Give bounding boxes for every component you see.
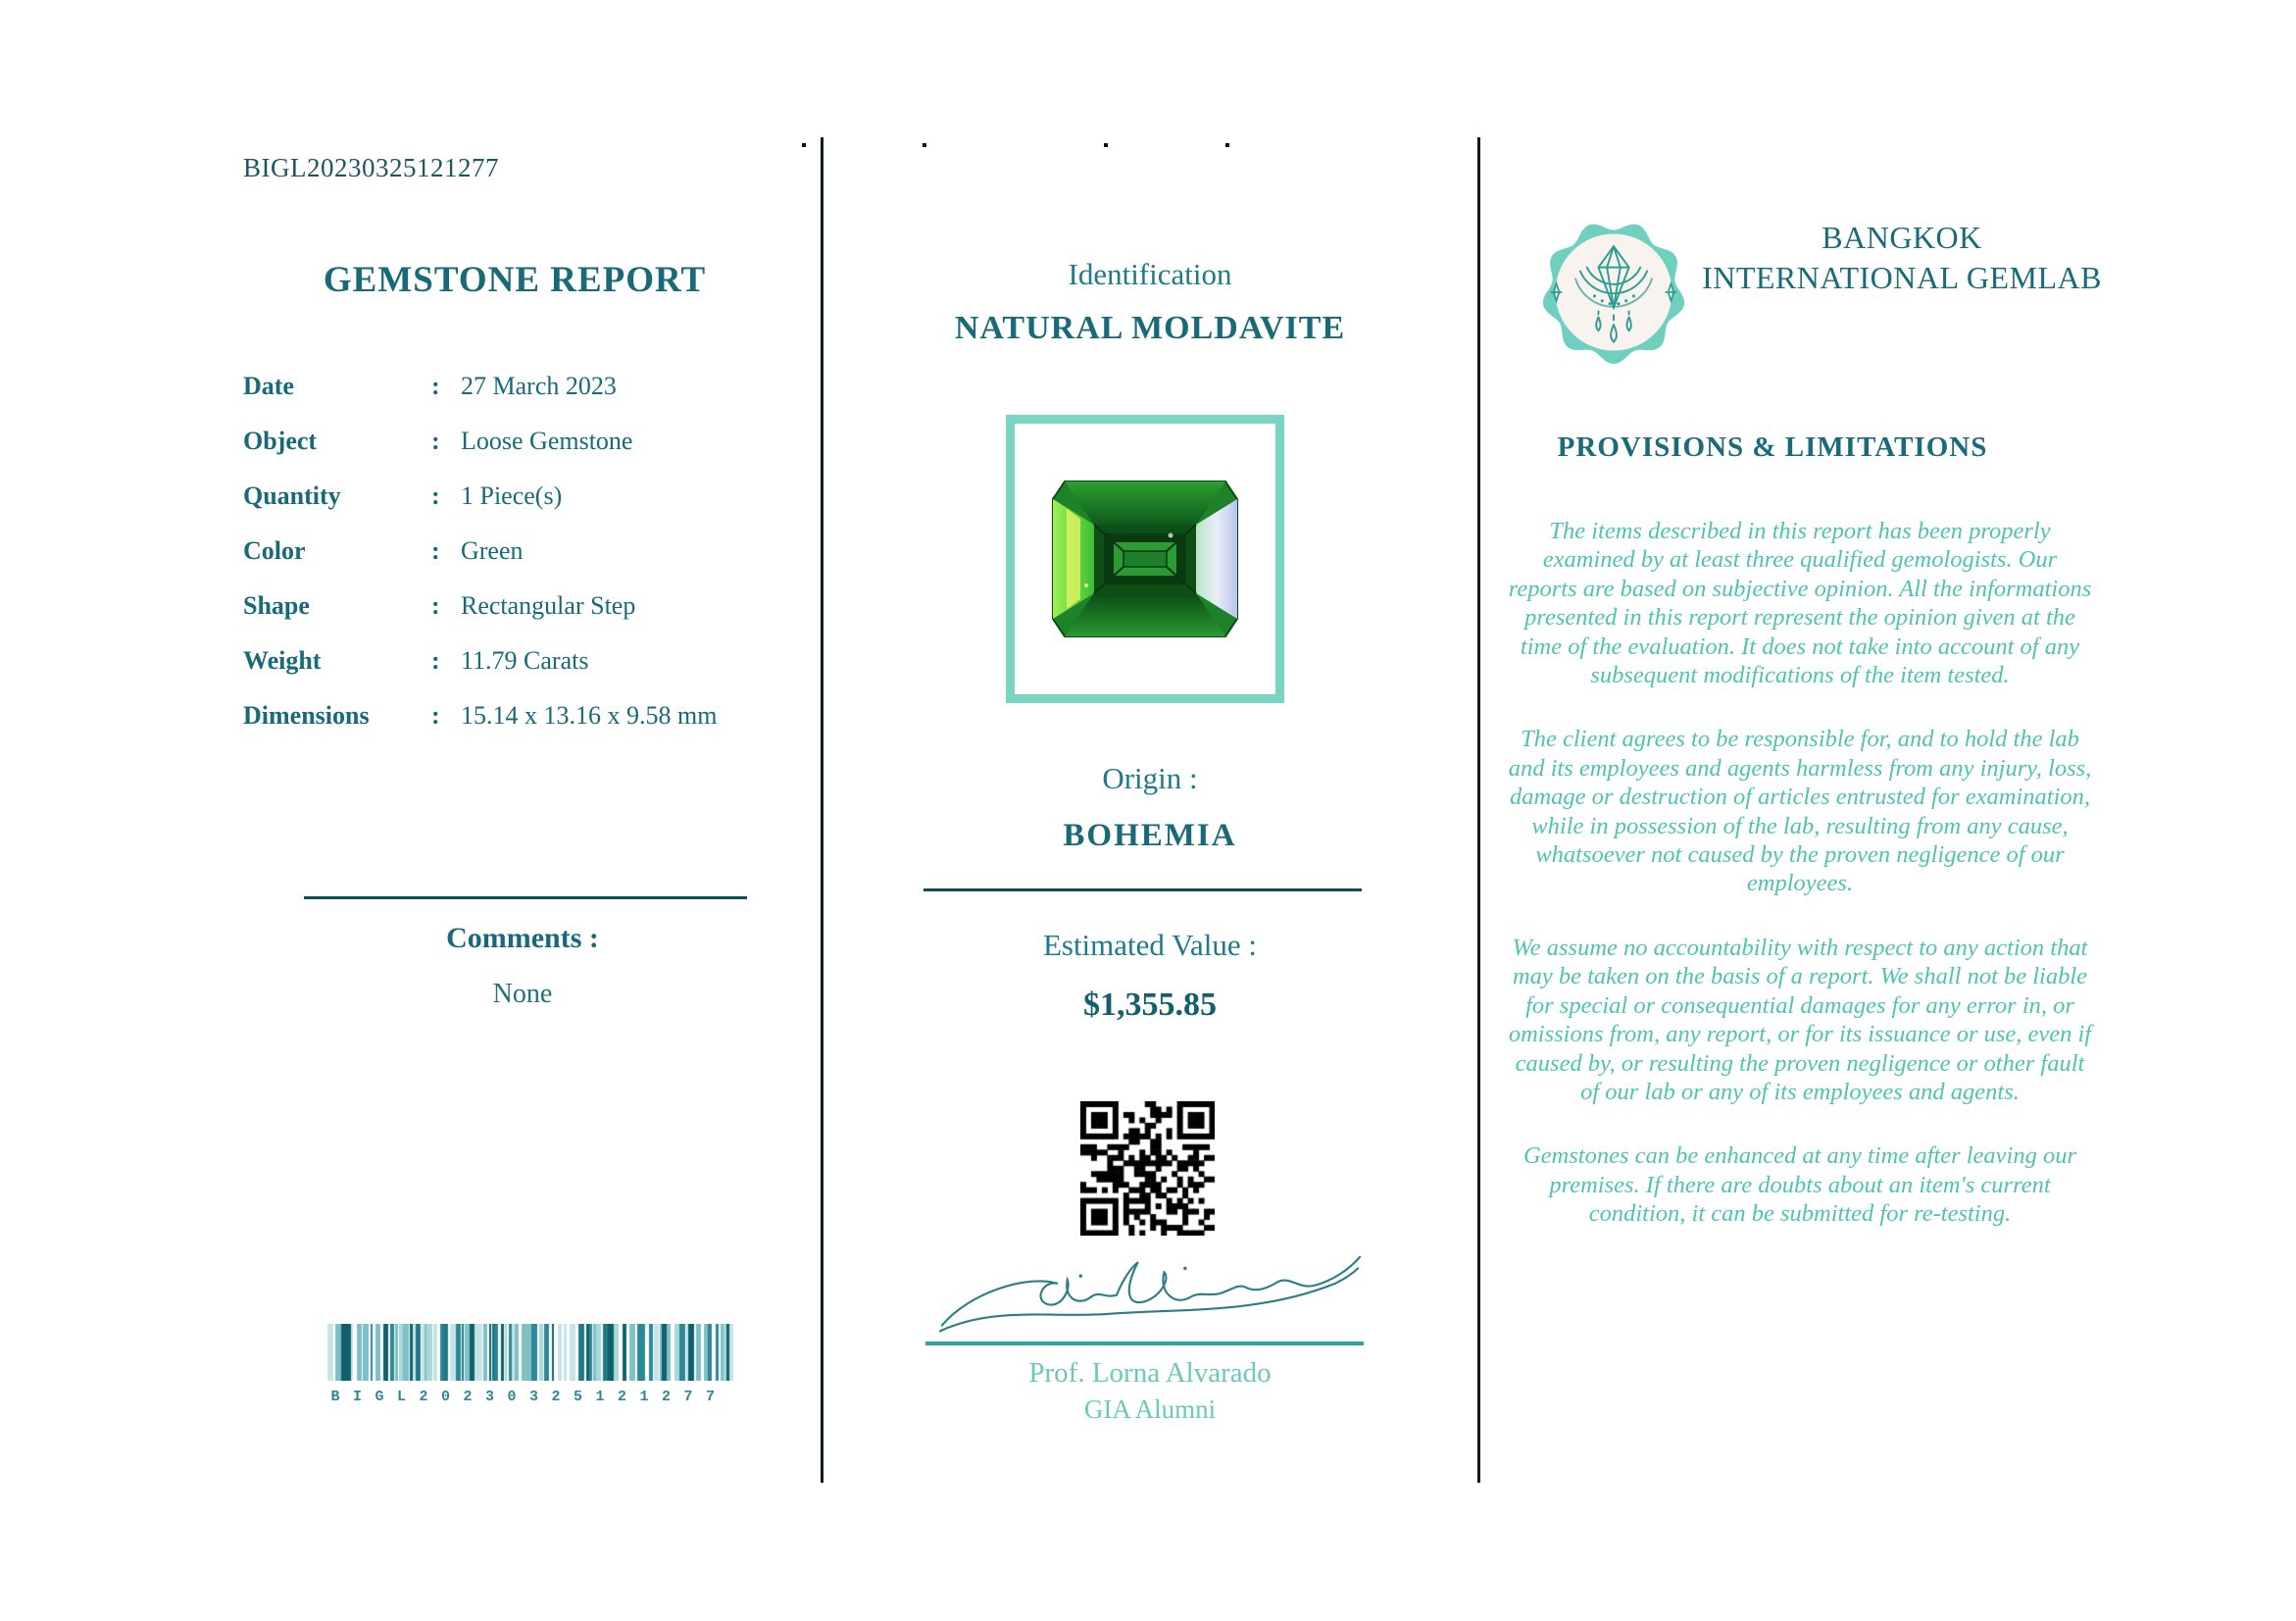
fold-mark-dot <box>923 143 926 147</box>
field-label: Weight <box>243 646 322 675</box>
field-row-shape <box>243 590 780 622</box>
gem-photo-frame <box>1006 415 1284 703</box>
qr-code-image <box>1080 1101 1215 1236</box>
gem-badge-icon <box>1537 212 1690 373</box>
field-row-object <box>243 426 780 457</box>
provision-paragraph: Gemstones can be enhanced at any time after leaving our premises. If there are doubts about an item's current condition, it can be submitted for re-testing. <box>1522 1142 2077 1228</box>
field-colon: : <box>431 536 440 565</box>
lab-logo <box>1537 212 1690 378</box>
field-row-dimensions <box>243 700 780 732</box>
barcode-text: BIGL20230325121277 <box>330 1389 728 1405</box>
field-label: Dimensions <box>243 701 370 730</box>
field-label: Color <box>243 536 306 565</box>
field-label: Date <box>243 372 294 400</box>
column-divider-right <box>1477 137 1480 1483</box>
lab-name: BANGKOK INTERNATIONAL GEMLAB <box>1702 220 2102 295</box>
provision-paragraph: We assume no accountability with respect to any action that may be taken on the basis of a report. We shall not be liable for special or consequential damages for any error in, or omissions from, any report, or for its issuance or use, even if caused by, or resulting the proven negligence or other fault of our lab or any of its employees and agents. <box>1508 934 2092 1105</box>
signatory-name: Prof. Lorna Alvarado <box>1028 1357 1272 1389</box>
field-label: Quantity <box>243 481 341 510</box>
identification-label: Identification <box>1068 257 1232 291</box>
column-divider-left <box>821 137 824 1483</box>
barcode <box>325 1324 733 1405</box>
field-colon: : <box>431 427 440 455</box>
fold-mark-dot <box>1225 143 1229 147</box>
comments-divider-line <box>304 896 747 899</box>
signature-handwriting <box>929 1251 1371 1342</box>
provisions-paragraphs <box>1508 517 2092 1264</box>
field-row-weight <box>243 645 780 677</box>
field-label: Shape <box>243 591 310 620</box>
signature-line <box>925 1342 1364 1345</box>
field-value: 11.79 Carats <box>461 646 589 675</box>
field-row-color <box>243 535 780 567</box>
field-value: Rectangular Step <box>461 591 636 620</box>
field-value: 1 Piece(s) <box>461 481 563 510</box>
barcode-bars <box>325 1324 733 1381</box>
field-colon: : <box>431 646 440 675</box>
field-value: Loose Gemstone <box>461 427 633 455</box>
comments-value: None <box>492 979 553 1009</box>
estimated-value-amount: $1,355.85 <box>1083 987 1217 1023</box>
field-value: 27 March 2023 <box>461 372 617 400</box>
field-colon: : <box>431 701 440 730</box>
field-value: 15.14 x 13.16 x 9.58 mm <box>461 701 718 730</box>
origin-value-divider-line <box>923 888 1362 891</box>
qr-code <box>1080 1101 1215 1241</box>
field-colon: : <box>431 372 440 400</box>
field-colon: : <box>431 481 440 510</box>
origin-label: Origin : <box>1102 761 1198 795</box>
origin-value: BOHEMIA <box>1063 818 1237 853</box>
field-label: Object <box>243 427 318 455</box>
estimated-value-label: Estimated Value : <box>1042 928 1258 962</box>
field-colon: : <box>431 591 440 620</box>
gemstone-fields <box>243 371 780 755</box>
signature <box>929 1251 1371 1346</box>
identification-value: NATURAL MOLDAVITE <box>954 310 1346 346</box>
provision-paragraph: The client agrees to be responsible for, and to hold the lab and its employees and agents harmless from any injury, loss, damage or destruction of articles entrusted for examination, while in possession of the lab, resulting from any cause, whatsoever not caused by the proven negligence of our employees. <box>1508 726 2092 897</box>
report-number: BIGL20230325121277 <box>243 153 499 182</box>
fold-mark-dot <box>802 143 806 147</box>
comments-label: Comments : <box>446 922 599 954</box>
field-row-date <box>243 371 780 402</box>
report-title: GEMSTONE REPORT <box>323 260 707 300</box>
fold-mark-dot <box>1104 143 1108 147</box>
signatory-title: GIA Alumni <box>1083 1394 1217 1424</box>
gem-photo <box>1051 478 1239 640</box>
provision-paragraph: The items described in this report has been properly examined by at least three qualified gemologists. Our reports are based on subjective opinion. All the informations presented in this report represent the opinion given at the time of the evaluation. It does not take into account of any subsequent modifications of the item tested. <box>1508 518 2092 689</box>
provisions-title: PROVISIONS & LIMITATIONS <box>1557 431 1988 463</box>
field-row-quantity <box>243 481 780 512</box>
field-value: Green <box>461 536 524 565</box>
